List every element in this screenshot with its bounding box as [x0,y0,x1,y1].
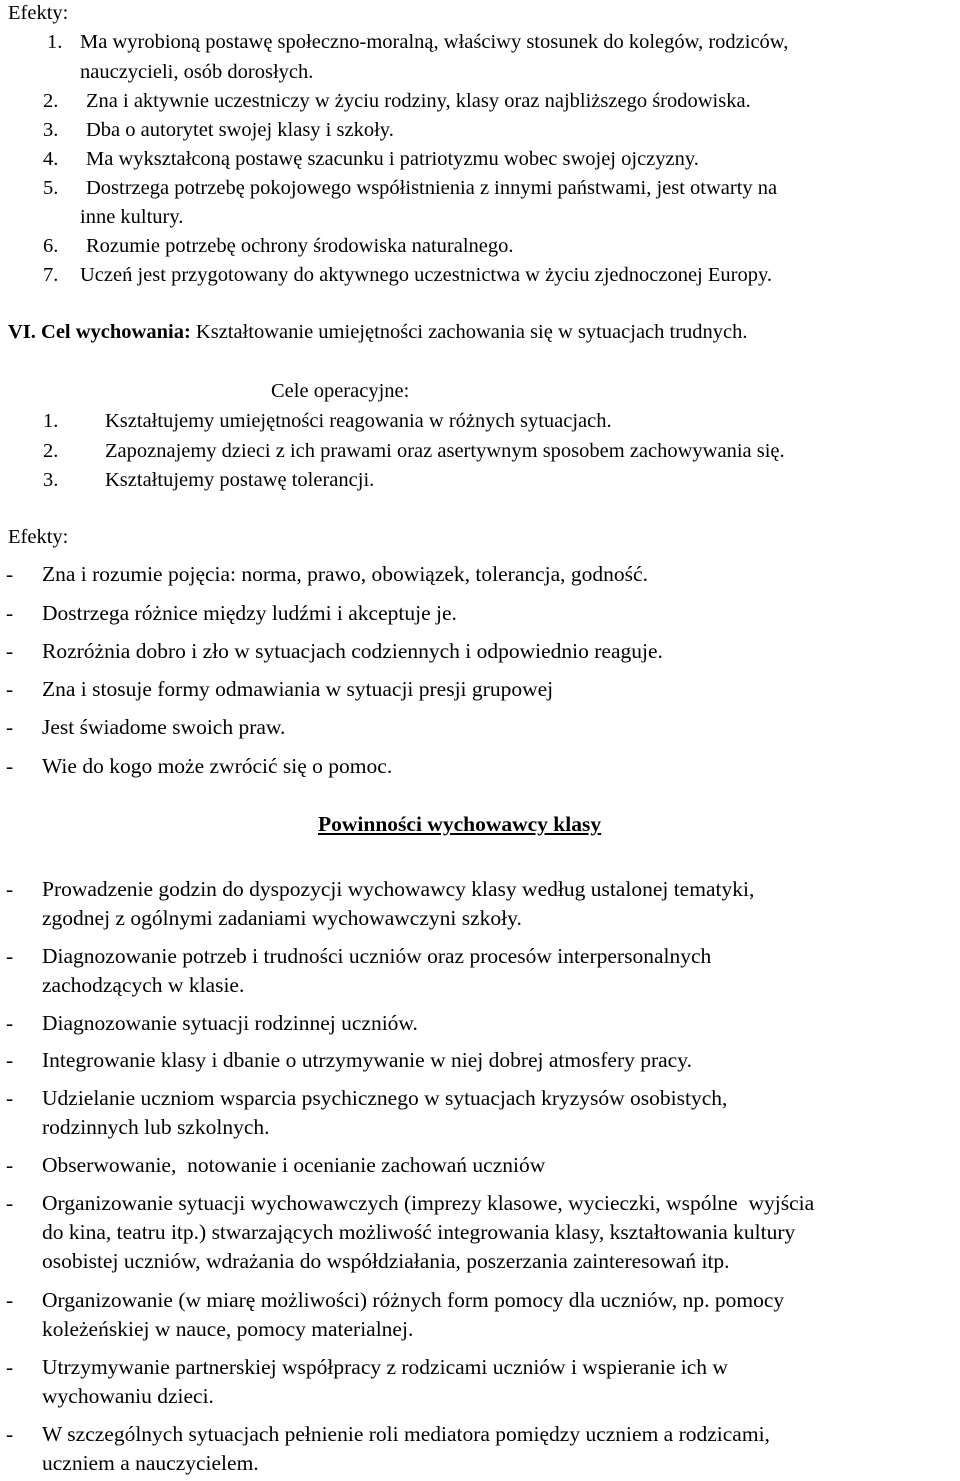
item-text: Prowadzenie godzin do dyspozycji wychowawcy klasy według ustalonej tematyki, [42,877,755,901]
item-text: Obserwowanie, notowanie i ocenianie zachowań uczniów [42,1153,546,1177]
item-text: Jest świadome swoich praw. [42,715,286,739]
item-number: 3. [43,119,59,141]
item-text: Kształtujemy umiejętności reagowania w różnych sytuacjach. [105,410,612,432]
dash-bullet: - [6,754,14,778]
item-text: inne kultury. [80,206,184,228]
item-number: 5. [43,177,59,199]
item-text: Zna i rozumie pojęcia: norma, prawo, obowiązek, tolerancja, godność. [42,562,648,586]
effects-heading: Efekty: [8,526,69,548]
item-text: Organizowanie (w miarę możliwości) różnych form pomocy dla uczniów, np. pomocy [42,1288,785,1312]
dash-bullet: - [6,601,14,625]
item-text: Zapoznajemy dzieci z ich prawami oraz asertywnym sposobem zachowywania się. [105,440,785,462]
item-text: Integrowanie klasy i dbanie o utrzymywanie w niej dobrej atmosfery pracy. [42,1048,692,1072]
item-number: 2. [43,90,59,112]
item-text: zachodzących w klasie. [42,973,245,997]
item-number: 3. [43,469,59,491]
dash-bullet: - [6,562,14,586]
dash-bullet: - [6,944,14,968]
dash-bullet: - [6,639,14,663]
goal-label: VI. Cel wychowania: [8,321,191,343]
item-text: Dostrzega różnice między ludźmi i akceptuje je. [42,601,457,625]
dash-bullet: - [6,1048,14,1072]
item-text: osobistej uczniów, wdrażania do współdziałania, poszerzania zainteresowań itp. [42,1249,730,1273]
dash-bullet: - [6,1288,14,1312]
dash-bullet: - [6,715,14,739]
duties-title: Powinności wychowawcy klasy [318,812,602,836]
dash-bullet: - [6,1355,14,1379]
item-text: Udzielanie uczniom wsparcia psychicznego w sytuacjach kryzysów osobistych, [42,1086,728,1110]
item-text: nauczycieli, osób dorosłych. [80,61,314,83]
operational-heading: Cele operacyjne: [271,380,410,402]
item-text: Uczeń jest przygotowany do aktywnego uczestnictwa w życiu zjednoczonej Europy. [80,264,773,286]
item-text: uczniem a nauczycielem. [42,1451,259,1475]
item-number: 6. [43,235,59,257]
item-text: wychowaniu dzieci. [42,1384,214,1408]
item-text: Diagnozowanie potrzeb i trudności uczniów oraz procesów interpersonalnych [42,944,712,968]
item-text: Rozróżnia dobro i zło w sytuacjach codziennych i odpowiednio reaguje. [42,639,663,663]
item-text: do kina, teatru itp.) stwarzających możliwość integrowania klasy, kształtowania kultury [42,1220,796,1244]
item-text: Utrzymywanie partnerskiej współpracy z rodzicami uczniów i wspieranie ich w [42,1355,728,1379]
item-text: zgodnej z ogólnymi zadaniami wychowawczyni szkoły. [42,906,522,930]
goal-text: Kształtowanie umiejętności zachowania się w sytuacjach trudnych. [195,321,748,343]
dash-bullet: - [6,677,14,701]
item-number: 2. [43,440,59,462]
item-text: Zna i stosuje formy odmawiania w sytuacji presji grupowej [42,677,554,701]
item-text: Ma wyrobioną postawę społeczno-moralną, właściwy stosunek do kolegów, rodziców, [80,31,789,53]
effects-heading: Efekty: [8,2,69,24]
item-text: Zna i aktywnie uczestniczy w życiu rodziny, klasy oraz najbliższego środowiska. [86,90,751,112]
item-text: Diagnozowanie sytuacji rodzinnej uczniów. [42,1011,418,1035]
item-text: Rozumie potrzebę ochrony środowiska naturalnego. [86,235,514,257]
dash-bullet: - [6,1011,14,1035]
item-text: W szczególnych sytuacjach pełnienie roli mediatora pomiędzy uczniem a rodzicami, [42,1422,770,1446]
item-text: Dba o autorytet swojej klasy i szkoły. [86,119,394,141]
dash-bullet: - [6,1191,14,1215]
item-text: Organizowanie sytuacji wychowawczych (imprezy klasowe, wycieczki, wspólne wyjścia [42,1191,815,1215]
item-number: 4. [43,148,59,170]
item-number: 1. [47,31,63,53]
dash-bullet: - [6,877,14,901]
item-text: rodzinnych lub szkolnych. [42,1115,270,1139]
dash-bullet: - [6,1086,14,1110]
dash-bullet: - [6,1422,14,1446]
item-text: Ma wykształconą postawę szacunku i patriotyzmu wobec swojej ojczyzny. [86,148,699,170]
item-text: Wie do kogo może zwrócić się o pomoc. [42,754,393,778]
item-text: Kształtujemy postawę tolerancji. [105,469,375,491]
dash-bullet: - [6,1153,14,1177]
item-number: 1. [43,410,59,432]
item-text: koleżeńskiej w nauce, pomocy materialnej. [42,1317,414,1341]
goal-heading [8,322,748,343]
item-number: 7. [43,264,59,286]
item-text: Dostrzega potrzebę pokojowego współistnienia z innymi państwami, jest otwarty na [86,177,778,199]
